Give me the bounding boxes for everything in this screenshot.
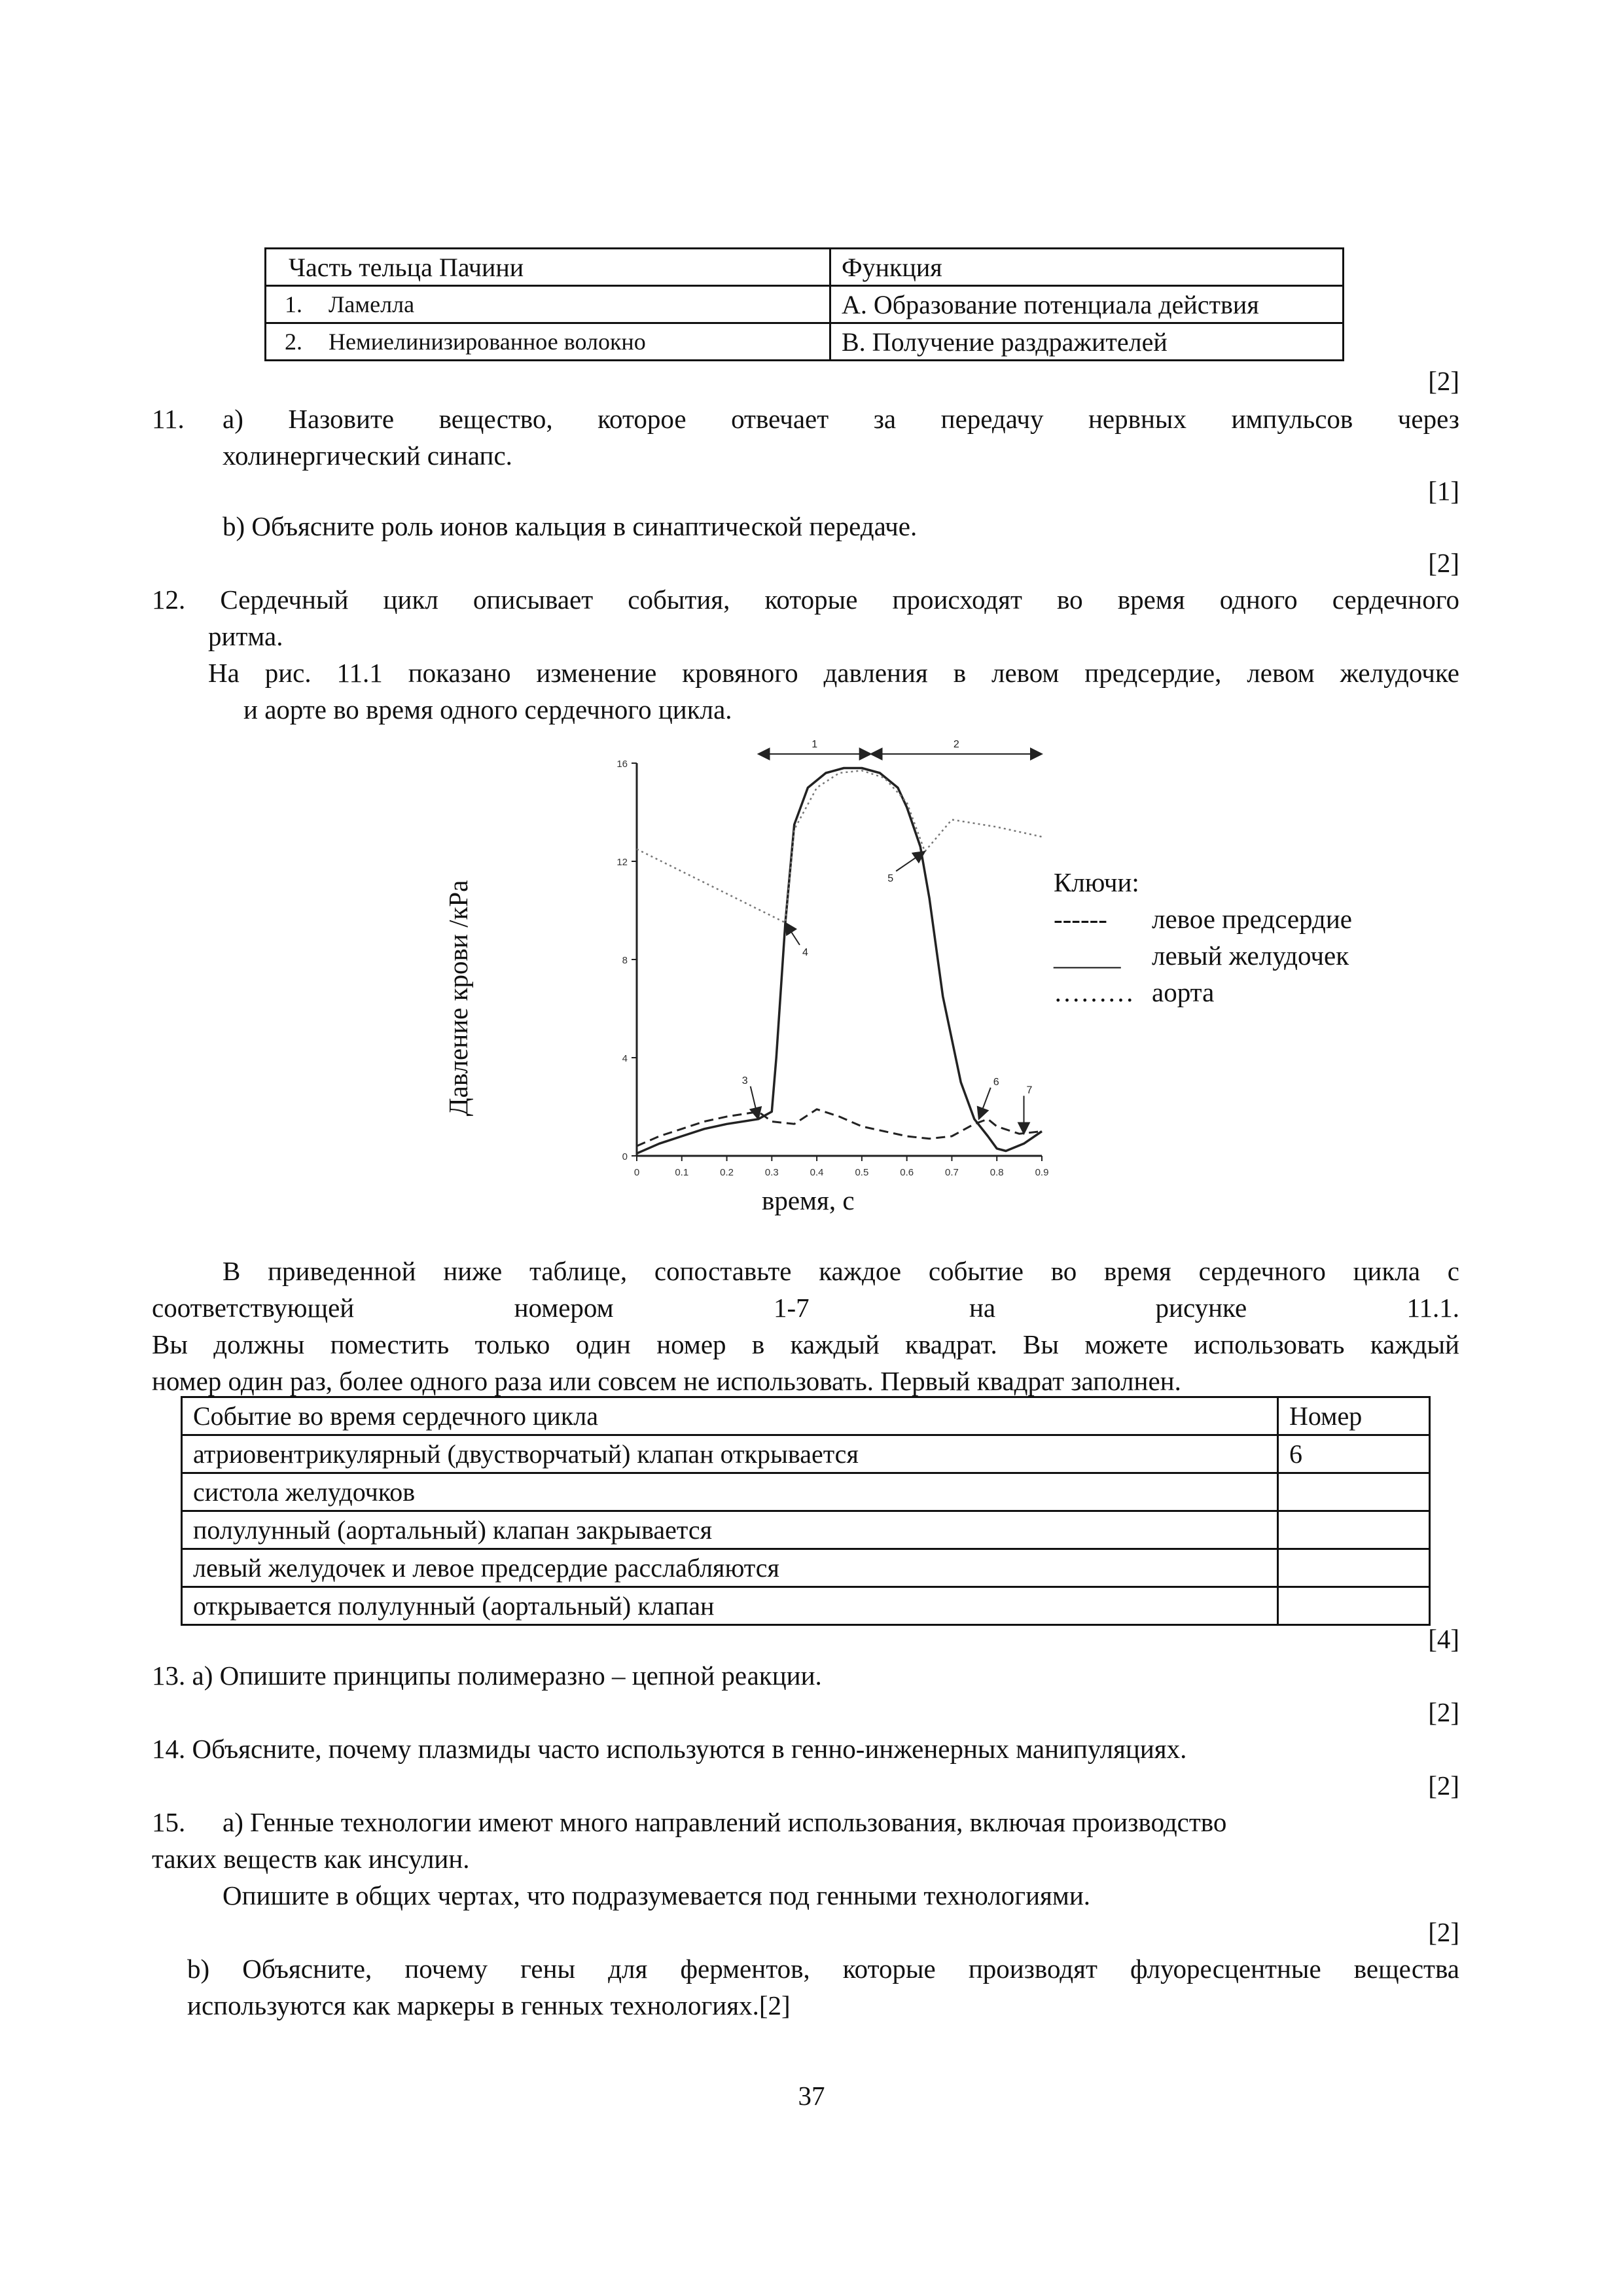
- table-cell-part: 2. Немиелинизированное волокно: [266, 323, 830, 361]
- x-axis-label: время, с: [762, 1185, 855, 1215]
- table-row: [182, 1435, 1430, 1473]
- table-cell-event: атриовентрикулярный (двустворчатый) клапан открывается: [182, 1435, 1278, 1473]
- table-cell-number[interactable]: [1278, 1587, 1430, 1625]
- y-tick-label: 4: [622, 1053, 628, 1064]
- mark: [2]: [1428, 366, 1459, 396]
- mark: [2]: [1428, 1770, 1459, 1801]
- table-cell-number[interactable]: [1278, 1511, 1430, 1549]
- question-11a-line1: a) Назовите вещество, которое отвечает за передачу нервных импульсов через: [223, 404, 1459, 434]
- legend-title: Ключи:: [1054, 867, 1139, 897]
- x-tick-label: 0.9: [1035, 1167, 1049, 1178]
- x-tick-label: 0.7: [945, 1167, 959, 1178]
- question-12-line3: На рис. 11.1 показано изменение кровяного давления в левом предсердие, левом желудочке: [208, 658, 1459, 688]
- legend-item: _____ левый желудочек: [1054, 941, 1349, 971]
- table-cell-function: A. Образование потенциала действия: [830, 286, 1344, 323]
- table-header-row: [182, 1397, 1430, 1435]
- question-number: 15.: [152, 1807, 186, 1837]
- question-13: 13. a) Опишите принципы полимеразно – цепной реакции.: [152, 1660, 822, 1691]
- annotation-label: 6: [993, 1076, 999, 1088]
- question-12-line2: ритма.: [208, 621, 283, 651]
- question-11a-line2: холинергический синапс.: [223, 440, 512, 471]
- table-row: [182, 1549, 1430, 1587]
- table-cell-number[interactable]: 6: [1278, 1435, 1430, 1473]
- table-header-part: Часть тельца Пачини: [266, 249, 830, 286]
- question-15b-line2: используются как маркеры в генных технологиях.[2]: [187, 1990, 791, 2020]
- annotation-label: 7: [1026, 1085, 1033, 1096]
- table-cell-function: B. Получение раздражителей: [830, 323, 1344, 361]
- instruction-line2: соответствующей номером 1-7 на рисунке 11.1.: [152, 1293, 1459, 1323]
- table-cell-number[interactable]: [1278, 1549, 1430, 1587]
- mark: [2]: [1428, 548, 1459, 578]
- mark: [2]: [1428, 1697, 1459, 1727]
- question-15a-line2: таких веществ как инсулин.: [152, 1844, 470, 1874]
- table-row: [182, 1473, 1430, 1511]
- x-tick-label: 0.8: [990, 1167, 1004, 1178]
- annotation-arrow: [785, 923, 800, 945]
- instruction-line1: В приведенной ниже таблице, сопоставьте каждое событие во время сердечного цикла с: [223, 1256, 1459, 1286]
- table-cell-event: открывается полулунный (аортальный) клапан: [182, 1587, 1278, 1625]
- question-14: 14. Объясните, почему плазмиды часто используются в генно-инженерных манипуляциях.: [152, 1734, 1187, 1764]
- series-line-dashed: [637, 1109, 1042, 1146]
- interval-label: 2: [953, 739, 959, 750]
- table-header-number: Номер: [1278, 1397, 1430, 1435]
- annotation-label: 3: [741, 1075, 748, 1086]
- cardiac-events-table: [181, 1396, 1431, 1626]
- annotation-arrow: [751, 1086, 758, 1119]
- legend-item: ……… аорта: [1054, 977, 1215, 1007]
- pacini-table: [264, 247, 1344, 361]
- question-11b: b) Объясните роль ионов кальция в синаптической передаче.: [223, 511, 918, 541]
- series-line-dotted: [637, 770, 1042, 923]
- table-header-row: [266, 249, 1344, 286]
- legend-item: ------ левое предсердие: [1054, 904, 1352, 934]
- question-15a-line1: a) Генные технологии имеют много направлений использования, включая производство: [223, 1807, 1227, 1837]
- mark: [4]: [1428, 1624, 1459, 1654]
- table-cell-number[interactable]: [1278, 1473, 1430, 1511]
- y-tick-label: 0: [622, 1151, 628, 1162]
- annotation-arrow: [896, 852, 925, 871]
- x-tick-label: 0.3: [764, 1167, 779, 1178]
- table-cell-event: левый желудочек и левое предсердие расслабляются: [182, 1549, 1278, 1587]
- instruction-line4: номер один раз, более одного раза или совсем не использовать. Первый квадрат заполнен.: [152, 1366, 1181, 1396]
- instruction-line3: Вы должны поместить только один номер в каждый квадрат. Вы можете использовать каждый: [152, 1329, 1459, 1359]
- table-cell-part: 1. Ламелла: [266, 286, 830, 323]
- y-tick-label: 12: [616, 857, 628, 868]
- x-tick-label: 0.1: [675, 1167, 689, 1178]
- question-number: 11.: [152, 404, 185, 434]
- table-row: [266, 286, 1344, 323]
- mark: [2]: [1428, 1917, 1459, 1947]
- y-tick-label: 16: [616, 759, 628, 770]
- table-header-function: Функция: [830, 249, 1344, 286]
- question-12-line4: и аорте во время одного сердечного цикла.: [243, 694, 732, 725]
- table-cell-event: систола желудочков: [182, 1473, 1278, 1511]
- x-tick-label: 0.4: [810, 1167, 824, 1178]
- x-tick-label: 0.5: [855, 1167, 869, 1178]
- mark: [1]: [1428, 476, 1459, 506]
- annotation-label: 5: [887, 873, 894, 884]
- question-15a-line3: Опишите в общих чертах, что подразумевается под генными технологиями.: [223, 1880, 1091, 1910]
- table-row: [182, 1587, 1430, 1625]
- y-tick-label: 8: [622, 955, 628, 966]
- table-header-event: Событие во время сердечного цикла: [182, 1397, 1278, 1435]
- x-tick-label: 0.6: [900, 1167, 914, 1178]
- table-row: [266, 323, 1344, 361]
- question-12-line1: 12. Сердечный цикл описывает события, которые происходят во время одного сердечного: [152, 584, 1459, 615]
- page-number: 37: [798, 2081, 825, 2111]
- table-cell-event: полулунный (аортальный) клапан закрывается: [182, 1511, 1278, 1549]
- series-line-solid: [637, 768, 1042, 1154]
- x-tick-label: 0: [633, 1167, 640, 1178]
- annotation-label: 4: [802, 946, 808, 958]
- annotation-arrow: [979, 1088, 991, 1119]
- interval-label: 1: [812, 739, 818, 750]
- table-row: [182, 1511, 1430, 1549]
- x-tick-label: 0.2: [720, 1167, 734, 1178]
- question-15b-line1: b) Объясните, почему гены для ферментов, которые производят флуоресцентные вещества: [187, 1954, 1459, 1984]
